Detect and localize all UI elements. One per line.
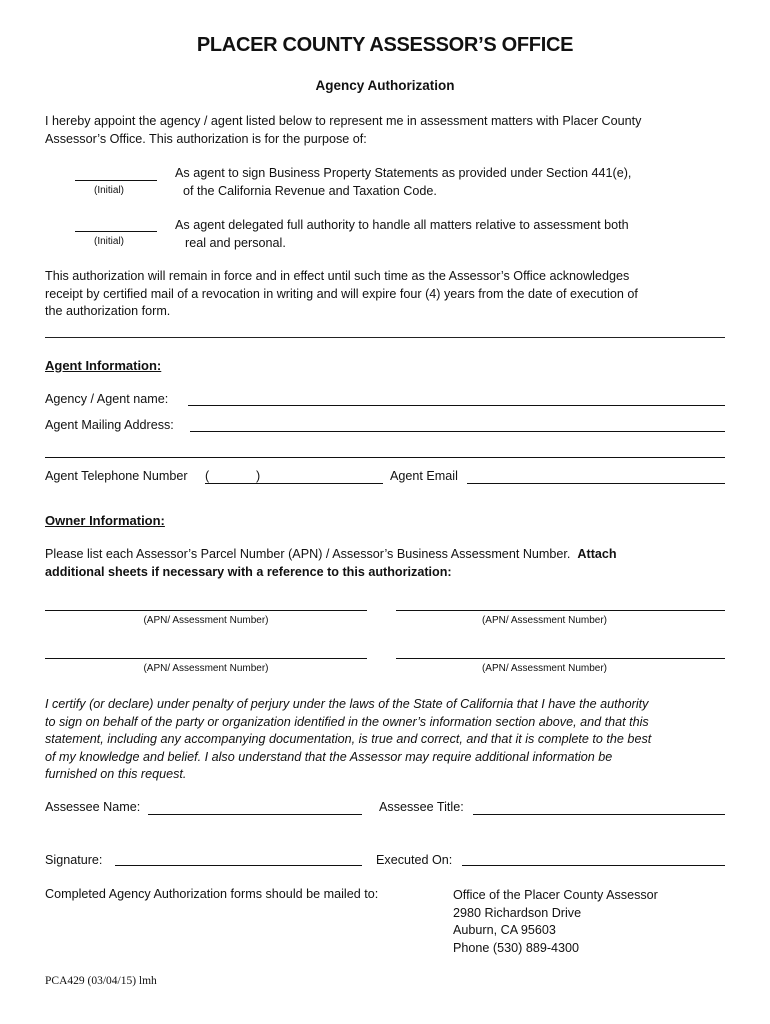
executed-on-field[interactable] bbox=[462, 865, 725, 866]
initial-label-2: (Initial) bbox=[93, 236, 124, 247]
agent-address-label: Agent Mailing Address: bbox=[45, 418, 174, 432]
option-full-authority: As agent delegated full authority to handle all matters relative to assessment both real and personal. bbox=[175, 218, 629, 250]
agent-phone-label: Agent Telephone Number bbox=[45, 469, 188, 483]
apn-label-1: (APN/ Assessment Number) bbox=[143, 615, 269, 626]
certification-statement: I certify (or declare) under penalty of perjury under the laws of the State of California that I have the authority to sign on behalf of the party or organization identified in the owner’s information section above, and that this statement, including any accompanying documentation, is true and correct, and that it is complete to the best of my knowledge and belief. I also understand that the Assessor may require additional information be furnished on this request. bbox=[45, 697, 652, 781]
intro-paragraph: I hereby appoint the agency / agent listed below to represent me in assessment matters with Placer County Assessor’s Office. This authorization is for the purpose of: bbox=[45, 114, 642, 146]
initial-field-2[interactable] bbox=[75, 231, 157, 232]
phone-area-close: ) bbox=[256, 469, 261, 483]
section-divider bbox=[45, 337, 725, 338]
page-title: PLACER COUNTY ASSESSOR’S OFFICE bbox=[196, 34, 574, 56]
apn-label-3: (APN/ Assessment Number) bbox=[143, 663, 269, 674]
apn-field-1[interactable] bbox=[45, 610, 367, 611]
apn-field-2[interactable] bbox=[396, 610, 725, 611]
owner-info-heading: Owner Information: bbox=[45, 513, 165, 528]
mailing-instructions: Completed Agency Authorization forms should be mailed to: bbox=[45, 887, 379, 901]
agent-info-heading: Agent Information: bbox=[45, 358, 162, 373]
apn-label-4: (APN/ Assessment Number) bbox=[481, 663, 608, 674]
initial-field-1[interactable] bbox=[75, 180, 157, 181]
form-subtitle: Agency Authorization bbox=[315, 78, 455, 93]
assessee-name-field[interactable] bbox=[148, 814, 362, 815]
agent-name-field[interactable] bbox=[188, 405, 725, 406]
agent-email-label: Agent Email bbox=[390, 469, 458, 483]
owner-instructions: Please list each Assessor’s Parcel Number (APN) / Assessor’s Business Assessment Number. Attach additional sheets if necessary with a reference to this authorization: bbox=[45, 547, 617, 579]
apn-field-3[interactable] bbox=[45, 658, 367, 659]
mailing-address: Office of the Placer County Assessor 2980 Richardson Drive Auburn, CA 95603 Phone (530) 889-4300 bbox=[453, 888, 658, 955]
force-paragraph: This authorization will remain in force and in effect until such time as the Assessor’s Office acknowledges receipt by certified mail of a revocation in writing and will expire four (4) years from the date of execution of the authorization form. bbox=[45, 269, 638, 318]
phone-area-open: ( bbox=[205, 469, 210, 483]
agent-email-field[interactable] bbox=[467, 483, 725, 484]
assessee-title-label: Assessee Title: bbox=[379, 800, 464, 814]
executed-on-label: Executed On: bbox=[376, 853, 453, 867]
agent-phone-field[interactable] bbox=[205, 483, 383, 484]
agent-name-label: Agency / Agent name: bbox=[45, 392, 169, 406]
signature-field[interactable] bbox=[115, 865, 362, 866]
assessee-name-label: Assessee Name: bbox=[45, 800, 141, 814]
agent-address-field-line2[interactable] bbox=[45, 457, 725, 458]
option-sign-statements: As agent to sign Business Property Statements as provided under Section 441(e), of the California Revenue and Taxation Code. bbox=[175, 166, 632, 198]
form-code: PCA429 (03/04/15) lmh bbox=[45, 975, 157, 987]
signature-label: Signature: bbox=[45, 853, 103, 867]
apn-label-2: (APN/ Assessment Number) bbox=[481, 615, 608, 626]
apn-field-4[interactable] bbox=[396, 658, 725, 659]
agent-address-field[interactable] bbox=[190, 431, 725, 432]
assessee-title-field[interactable] bbox=[473, 814, 725, 815]
initial-label-1: (Initial) bbox=[93, 185, 124, 196]
